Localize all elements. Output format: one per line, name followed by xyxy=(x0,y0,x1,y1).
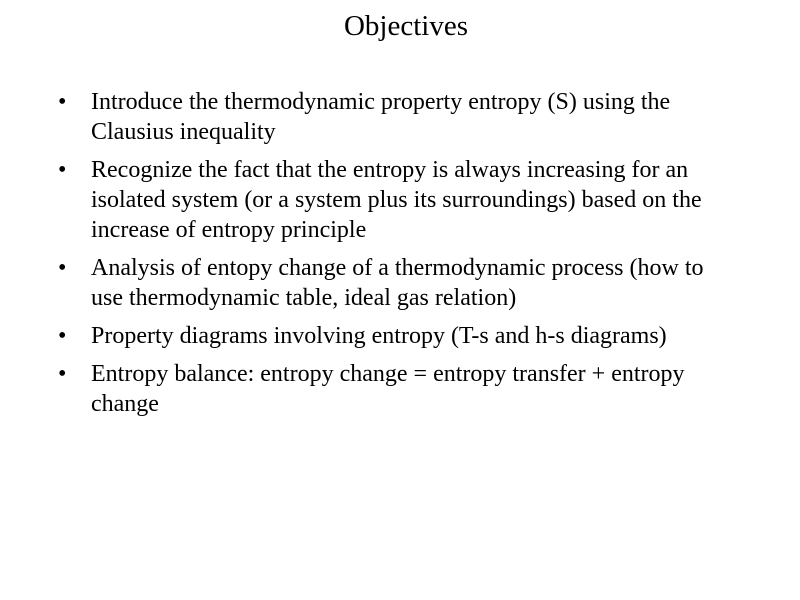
bullet-text: Property diagrams involving entropy (T-s and h-s diagrams) xyxy=(91,323,667,349)
list-item xyxy=(58,359,738,419)
bullet-text: Introduce the thermodynamic property entropy (S) using the Clausius inequality xyxy=(91,89,671,145)
bullet-icon: • xyxy=(58,255,67,281)
bullet-icon: • xyxy=(58,323,67,349)
bullet-text: Recognize the fact that the entropy is always increasing for an isolated system (or a system plus its surroundings) based on the increase of entropy principle xyxy=(91,157,702,243)
bullet-icon: • xyxy=(58,157,67,183)
bullet-text: Analysis of entopy change of a thermodynamic process (how to use thermodynamic table, ideal gas relation) xyxy=(91,255,704,311)
slide-title: Objectives xyxy=(343,10,468,42)
list-item xyxy=(58,87,738,147)
list-item xyxy=(58,321,738,351)
list-item xyxy=(58,155,738,245)
bullet-icon: • xyxy=(58,361,67,387)
bullet-text: Entropy balance: entropy change = entropy transfer + entropy change xyxy=(91,361,685,417)
objectives-list xyxy=(58,87,738,427)
bullet-icon: • xyxy=(58,89,67,115)
list-item xyxy=(58,253,738,313)
